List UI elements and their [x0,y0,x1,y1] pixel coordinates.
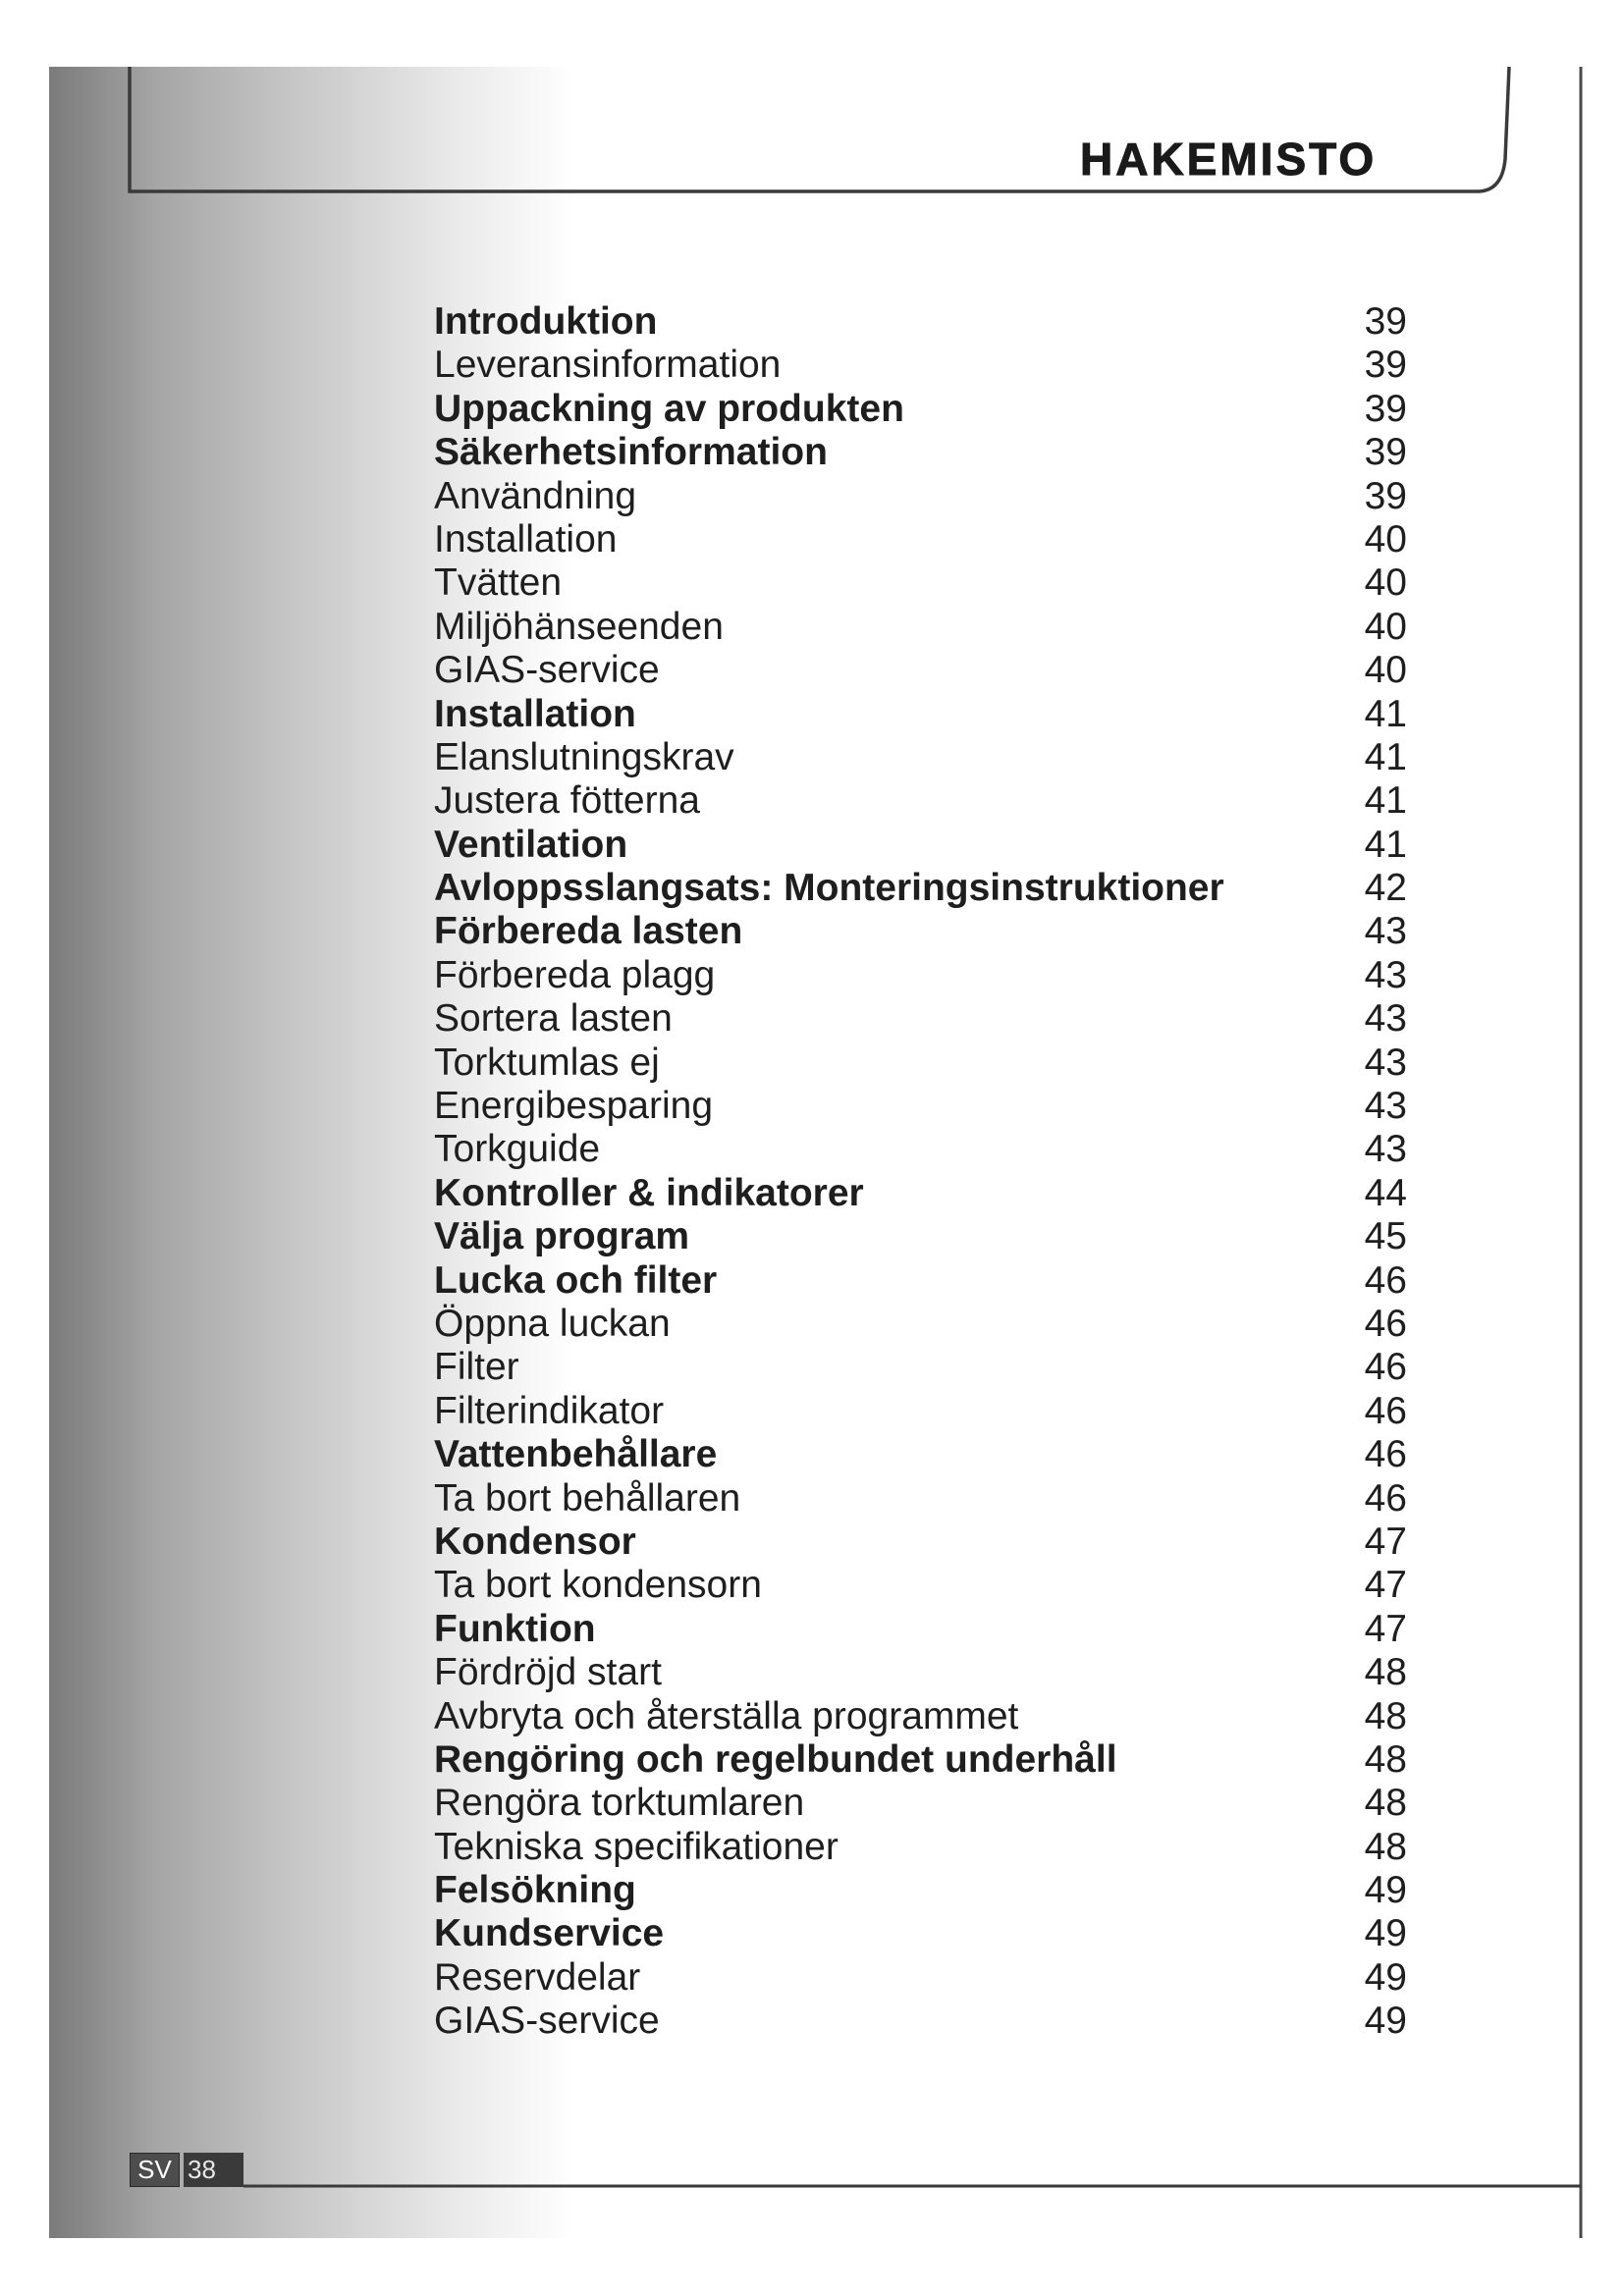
toc-entry-title: Säkerhetsinformation [434,431,828,474]
toc-entry-page-number: 48 [1364,1737,1407,1781]
toc-entry-page-number: 39 [1364,387,1407,430]
toc-entry [434,475,1407,518]
toc-entry-page-number: 45 [1364,1215,1407,1258]
toc-entry-title: Användning [434,474,637,517]
toc-entry [434,1259,1407,1303]
toc-entry-page-number: 49 [1364,2000,1407,2043]
toc-entry-title: Elanslutningskrav [434,735,734,778]
toc-entry [434,1521,1407,1564]
toc-entry [434,2000,1407,2043]
toc-entry-title: Ta bort behållaren [434,1476,741,1520]
toc-entry-page-number: 42 [1364,867,1407,910]
toc-entry-page-number: 43 [1364,953,1407,996]
page-number-badge: 38 [184,2153,244,2187]
toc-entry [434,344,1407,387]
toc-entry-title: Reservdelar [434,1955,641,1999]
toc-entry [434,1956,1407,2000]
toc-entry [434,1346,1407,1389]
toc-entry-page-number: 46 [1364,1302,1407,1345]
toc-entry-title: Kundservice [434,1912,665,1955]
toc-entry-page-number: 46 [1364,1476,1407,1520]
toc-entry-title: Filterindikator [434,1389,665,1432]
toc-entry-title: Sortera lasten [434,997,673,1041]
toc-entry-page-number: 41 [1364,735,1407,778]
toc-entry-title: Installation [434,517,618,561]
toc-entry-title: Tvätten [434,561,563,605]
toc-entry-title: Leveransinformation [434,344,782,387]
toc-entry-title: Energibesparing [434,1085,714,1128]
toc-entry [434,1826,1407,1869]
toc-entry-page-number: 43 [1364,997,1407,1041]
toc-entry-title: Lucka och filter [434,1258,718,1302]
toc-entry [434,1215,1407,1258]
toc-entry [434,824,1407,867]
toc-entry-page-number: 44 [1364,1171,1407,1214]
toc-entry-title: Ta bort kondensorn [434,1564,762,1607]
toc-entry-title: Kontroller & indikatorer [434,1171,864,1214]
toc-entry-title: Kondensor [434,1520,636,1563]
toc-entry-page-number: 40 [1364,517,1407,561]
toc-entry-title: Funktion [434,1607,596,1650]
language-badge: SV [130,2153,180,2187]
toc-entry-page-number: 46 [1364,1433,1407,1476]
toc-entry-page-number: 46 [1364,1346,1407,1389]
toc-entry [434,736,1407,779]
toc-entry-page-number: 43 [1364,1128,1407,1171]
toc-entry-title: Avbryta och återställa programmet [434,1694,1019,1737]
toc-entry [434,997,1407,1041]
toc-entry-page-number: 47 [1364,1607,1407,1650]
toc-entry-title: Miljöhänseenden [434,605,724,648]
toc-entry-page-number: 46 [1364,1389,1407,1432]
toc-entry-page-number: 47 [1364,1564,1407,1607]
toc-entry-page-number: 40 [1364,649,1407,692]
toc-entry-page-number: 43 [1364,1085,1407,1128]
table-of-contents [434,300,1407,2044]
toc-entry [434,1869,1407,1912]
toc-entry-page-number: 39 [1364,474,1407,517]
toc-entry [434,561,1407,605]
toc-entry-page-number: 40 [1364,561,1407,605]
toc-entry-page-number: 49 [1364,1869,1407,1912]
toc-entry-title: Rengöring och regelbundet underhåll [434,1737,1117,1781]
toc-entry [434,1433,1407,1476]
toc-entry-title: GIAS-service [434,2000,660,2043]
toc-entry-page-number: 41 [1364,823,1407,866]
toc-entry [434,1564,1407,1607]
toc-entry [434,1738,1407,1782]
toc-entry-page-number: 47 [1364,1520,1407,1563]
page-title: HAKEMISTO [1080,133,1378,185]
toc-entry-page-number: 39 [1364,431,1407,474]
toc-entry-title: Förbereda plagg [434,953,716,996]
toc-entry-title: Uppackning av produkten [434,387,904,430]
toc-entry-page-number: 48 [1364,1651,1407,1694]
toc-entry-title: Felsökning [434,1869,636,1912]
toc-entry-page-number: 43 [1364,1041,1407,1084]
toc-entry [434,1128,1407,1171]
toc-entry-title: Öppna luckan [434,1302,671,1345]
toc-entry [434,1172,1407,1215]
toc-entry-page-number: 49 [1364,1955,1407,1999]
toc-entry-page-number: 41 [1364,779,1407,823]
toc-entry-page-number: 48 [1364,1782,1407,1825]
toc-entry-title: Ventilation [434,823,628,866]
toc-entry-title: Tekniska specifikationer [434,1825,839,1868]
toc-entry [434,388,1407,431]
toc-entry-title: Justera fötterna [434,779,700,823]
toc-entry [434,1608,1407,1651]
toc-entry-page-number: 48 [1364,1694,1407,1737]
toc-entry [434,779,1407,823]
toc-entry-title: GIAS-service [434,649,660,692]
toc-entry-title: Filter [434,1346,519,1389]
toc-entry [434,693,1407,736]
toc-entry-title: Torkguide [434,1128,601,1171]
toc-entry-title: Förbereda lasten [434,910,743,953]
toc-entry-title: Fördröjd start [434,1651,662,1694]
toc-entry [434,910,1407,953]
toc-entry-title: Välja program [434,1215,690,1258]
toc-entry-title: Rengöra torktumlaren [434,1782,805,1825]
toc-entry [434,1390,1407,1433]
toc-entry [434,1303,1407,1346]
toc-entry-title: Avloppsslangsats: Monteringsinstruktioner [434,867,1224,910]
toc-entry [434,1477,1407,1521]
toc-entry-page-number: 41 [1364,692,1407,735]
toc-entry-page-number: 49 [1364,1912,1407,1955]
toc-entry [434,431,1407,474]
toc-entry [434,954,1407,997]
toc-entry-title: Installation [434,692,636,735]
toc-entry-page-number: 43 [1364,910,1407,953]
toc-entry-title: Vattenbehållare [434,1433,718,1476]
toc-entry [434,606,1407,649]
toc-entry-title: Torktumlas ej [434,1041,660,1084]
toc-entry-page-number: 40 [1364,605,1407,648]
toc-entry [434,1085,1407,1128]
toc-entry [434,1695,1407,1738]
toc-entry [434,300,1407,344]
toc-entry [434,1651,1407,1694]
toc-entry-page-number: 39 [1364,300,1407,343]
toc-entry-title: Introduktion [434,300,658,343]
toc-entry [434,1912,1407,1955]
toc-entry [434,518,1407,561]
toc-entry [434,649,1407,692]
toc-entry [434,1782,1407,1825]
toc-entry-page-number: 46 [1364,1258,1407,1302]
toc-entry-page-number: 39 [1364,344,1407,387]
toc-entry [434,867,1407,910]
toc-entry-page-number: 48 [1364,1825,1407,1868]
toc-entry [434,1041,1407,1085]
